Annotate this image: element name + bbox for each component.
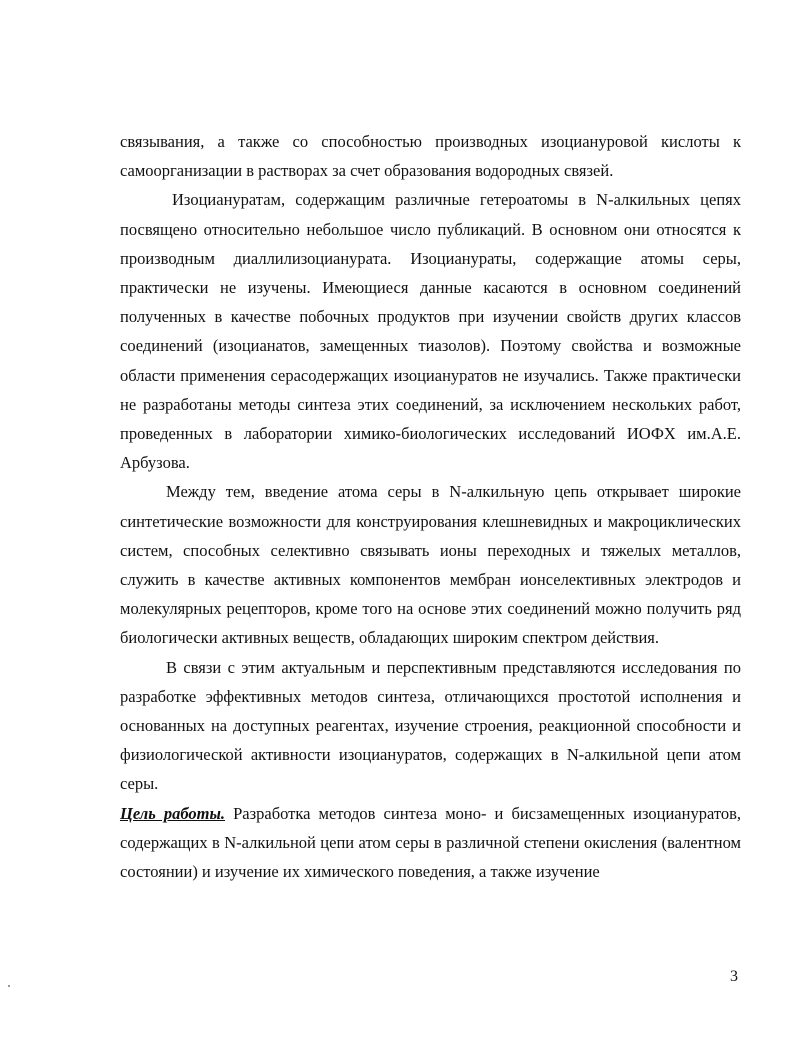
- paragraph-continuation: связывания, а также со способностью производных изоциануровой кислоты к самоорганизации в растворах за счет образования водородных связей.: [120, 132, 741, 181]
- goal-text: Разработка методов синтеза моно- и бисзамещенных изоциануратов, содержащих в N-алкильной цепи атом серы в различной степени окисления (валентном состоянии) и изучение их химического поведения, а также изучение: [120, 803, 741, 882]
- page-body: [120, 127, 741, 886]
- scan-speck: [8, 985, 10, 987]
- paragraph-isocyanurates-heteroatoms: Изоциануратам, содержащим различные гетероатомы в N-алкильных цепях посвящено относительно небольшое число публикаций. В основном они относятся к производным диаллилизоцианурата. Изоцианураты, содержащие атомы серы, практически не изучены. Имеющиеся данные касаются в основном соединений полученных в качестве побочных продуктов при изучении свойств других классов соединений (изоцианатов, замещенных тиазолов). Поэтому свойства и возможные области применения серасодержащих изоциануратов не изучались. Также практически не разработаны методы синтеза этих соединений, за исключением нескольких работ, проведенных в лаборатории химико-биологических исследований ИОФХ им.А.Е. Арбузова.: [120, 190, 741, 473]
- page-number: 3: [730, 968, 738, 985]
- paragraph-relevance: В связи с этим актуальным и перспективным представляются исследования по разработке эффективных методов синтеза, отличающихся простотой исполнения и основанных на доступных реагентах, изучение строения, реакционной способности и физиологической активности изоциануратов, содержащих в N-алкильной цепи атом серы.: [120, 657, 741, 794]
- paragraph-sulfur-introduction: Между тем, введение атома серы в N-алкильную цепь открывает широкие синтетические возможности для конструирования клешневидных и макроциклических систем, способных селективно связывать ионы переходных и тяжелых металлов, служить в качестве активных компонентов мембран ионселективных электродов и молекулярных рецепторов, кроме того на основе этих соединений можно получить ряд биологически активных веществ, обладающих широким спектром действия.: [120, 482, 741, 648]
- paragraph-goal: [120, 799, 741, 887]
- goal-label: Цель работы.: [120, 803, 226, 823]
